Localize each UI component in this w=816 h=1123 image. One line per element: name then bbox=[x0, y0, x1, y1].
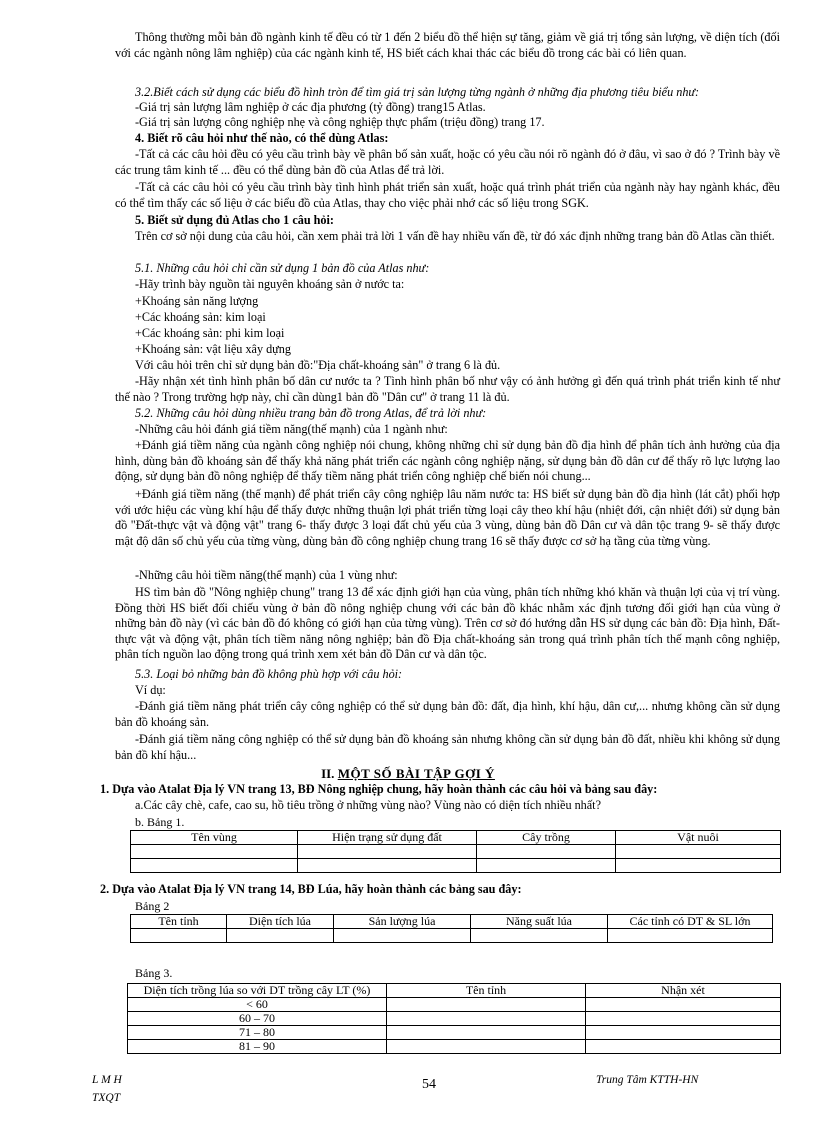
section-3-2-line2: -Giá trị sản lượng công nghiệp nhẹ và công nghiệp thực phẩm (triệu đồng) trang 17. bbox=[135, 115, 545, 129]
table-cell[interactable] bbox=[477, 859, 616, 873]
list-item: +Khoáng sản năng lượng bbox=[135, 294, 259, 308]
section-2-heading bbox=[0, 766, 816, 782]
table-cell[interactable] bbox=[131, 929, 227, 943]
section-4-p2: -Tất cả các câu hỏi có yêu cầu trình bày tình hình phát triển sản xuất, hoặc quá trình phát triển của ngành này hay ngành khác, đều có thể tìm thấy các số liệu ở các biểu đồ của Atlas, thay cho việc phải nhớ các số liệu trong SGK. bbox=[115, 180, 780, 210]
section-5-1-p1: Với câu hỏi trên chỉ sử dụng bản đồ:"Địa chất-khoáng sản" ở trang 6 là đủ. bbox=[135, 358, 501, 372]
table-cell: 81 – 90 bbox=[128, 1040, 387, 1054]
table-cell[interactable] bbox=[608, 929, 773, 943]
table-header-cell: Tên tỉnh bbox=[131, 915, 227, 929]
table-cell[interactable] bbox=[387, 1040, 586, 1054]
table-1-label: b. Bảng 1. bbox=[135, 815, 185, 829]
table-cell[interactable] bbox=[586, 998, 781, 1012]
table-header-cell: Năng suất lúa bbox=[471, 915, 608, 929]
table-cell[interactable] bbox=[471, 929, 608, 943]
table-cell[interactable] bbox=[586, 1012, 781, 1026]
section-4-p1: -Tất cả các câu hỏi đều có yêu cầu trình bày về phân bố sản xuất, hoặc có yêu cầu nói rõ ngành đó ở đâu, vì sao ở đó ? Trình bày về các trung tâm kinh tế ... đều có thể dùng bản đồ của Atlas để trả lời. bbox=[115, 147, 780, 177]
table-cell[interactable] bbox=[298, 859, 477, 873]
table-header-cell: Diện tích lúa bbox=[227, 915, 334, 929]
table-3-label: Bảng 3. bbox=[135, 966, 173, 980]
section-5-2-p5: HS tìm bản đồ "Nông nghiệp chung" trang 13 để xác định giới hạn của vùng, phân tích những khó khăn và thuận lợi của vị trí vùng. Đồng thời HS biết đối chiếu vùng ở bản đồ nông nghiệp chung với các bản đồ khác nhằm xác định tương đối giới hạn của vùng ở những bản đồ này (vì các bản đồ đó không có giới hạn của từng vùng). Trên cơ sở đó hướng dẫn HS sử dụng các bản đồ: Địa hình, Đất-thực vật và động vật, phân tích tiềm năng nông nghiệp; bản đồ Địa chất-khoáng sản trong quá trình phân tích thế mạnh công nghiệp, phân tích nguồn lao động trong quá trình xem xét bản đồ Dân cư và dân tộc. bbox=[115, 585, 780, 662]
section-3-2-title: 3.2.Biết cách sử dụng các biểu đồ hình tròn để tìm giá trị sản lượng từng ngành ở những địa phương tiêu biểu như: bbox=[135, 85, 700, 99]
table-cell[interactable] bbox=[586, 1040, 781, 1054]
section-5-3-title: 5.3. Loại bỏ những bản đồ không phù hợp với câu hỏi: bbox=[135, 667, 403, 681]
table-cell: 60 – 70 bbox=[128, 1012, 387, 1026]
exercise-1-title: 1. Dựa vào Atalat Địa lý VN trang 13, BĐ Nông nghiệp chung, hãy hoàn thành các câu hỏi và bảng sau đây: bbox=[100, 782, 658, 796]
section-2-title: MỘT SỐ BÀI TẬP GỢI Ý bbox=[337, 766, 495, 781]
table-row bbox=[128, 1040, 781, 1054]
section-5-1-p2: -Hãy nhận xét tình hình phân bố dân cư nước ta ? Tình hình phân bố như vậy có ảnh hưởng gì đến quá trình phát triển kinh tế như thế nào ? Trong trường hợp này, chỉ cần dùng1 bản đồ "Dân cư" ở trang 11 là đủ. bbox=[115, 374, 780, 404]
exercise-2-title: 2. Dựa vào Atalat Địa lý VN trang 14, BĐ Lúa, hãy hoàn thành các bảng sau đây: bbox=[100, 882, 522, 896]
table-header-cell: Diện tích trồng lúa so với DT trồng cây LT (%) bbox=[128, 984, 387, 998]
table-cell: < 60 bbox=[128, 998, 387, 1012]
table-cell[interactable] bbox=[298, 845, 477, 859]
table-header-cell: Nhận xét bbox=[586, 984, 781, 998]
list-item: +Khoáng sản: vật liệu xây dựng bbox=[135, 342, 291, 356]
table-header-cell: Tên vùng bbox=[131, 831, 298, 845]
table-header-cell: Tên tỉnh bbox=[387, 984, 586, 998]
section-2-number: II. bbox=[321, 766, 335, 781]
footer-center: Trung Tâm KTTH-HN bbox=[596, 1074, 699, 1086]
table-header-cell: Vật nuôi bbox=[616, 831, 781, 845]
table-cell[interactable] bbox=[387, 1026, 586, 1040]
table-cell: 71 – 80 bbox=[128, 1026, 387, 1040]
section-4-title: 4. Biết rõ câu hỏi như thế nào, có thể dùng Atlas: bbox=[135, 131, 389, 145]
table-row bbox=[128, 1012, 781, 1026]
table-cell[interactable] bbox=[227, 929, 334, 943]
table-row bbox=[131, 859, 781, 873]
exercise-1-question-a: a.Các cây chè, cafe, cao su, hồ tiêu trồng ở những vùng nào? Vùng nào có diện tích nhiều nhất? bbox=[135, 798, 601, 812]
section-5-3-example-label: Ví dụ: bbox=[135, 683, 166, 697]
table-header-row bbox=[131, 915, 773, 929]
table-cell[interactable] bbox=[477, 845, 616, 859]
table-header-cell: Các tỉnh có DT & SL lớn bbox=[608, 915, 773, 929]
table-header-cell: Cây trồng bbox=[477, 831, 616, 845]
intro-paragraph: Thông thường mỗi bản đồ ngành kinh tế đều có từ 1 đến 2 biểu đồ thể hiện sự tăng, giảm về giá trị tổng sản lượng, về diện tích (đối với các ngành nông lâm nghiệp) của các ngành kinh tế, HS biết cách khai thác các biểu đồ trong các bài có liên quan. bbox=[115, 30, 780, 60]
table-cell[interactable] bbox=[387, 998, 586, 1012]
table-row bbox=[128, 1026, 781, 1040]
section-5-3-p2: -Đánh giá tiềm năng công nghiệp có thể sử dụng bản đồ khoáng sản nhưng không cần sử dụng bản đồ đất, nhiều khi không sử dụng bản đồ khí hậu... bbox=[115, 732, 780, 762]
table-cell[interactable] bbox=[131, 845, 298, 859]
table-2-label: Bảng 2 bbox=[135, 899, 170, 913]
section-5-2-p1: -Những câu hỏi đánh giá tiềm năng(thế mạnh) của 1 ngành như: bbox=[135, 422, 448, 436]
table-cell[interactable] bbox=[334, 929, 471, 943]
table-header-cell: Sản lượng lúa bbox=[334, 915, 471, 929]
table-cell[interactable] bbox=[131, 859, 298, 873]
section-5-1-title: 5.1. Những câu hỏi chỉ cần sử dụng 1 bản đồ của Atlas như: bbox=[135, 261, 430, 275]
table-header-cell: Hiện trạng sử dụng đất bbox=[298, 831, 477, 845]
section-5-1-intro: -Hãy trình bày nguồn tài nguyên khoáng sản ở nước ta: bbox=[135, 277, 405, 291]
table-3 bbox=[127, 983, 781, 1054]
section-5-title: 5. Biết sử dụng đủ Atlas cho 1 câu hỏi: bbox=[135, 213, 334, 227]
table-cell[interactable] bbox=[616, 845, 781, 859]
table-cell[interactable] bbox=[616, 859, 781, 873]
section-5-2-p2: +Đánh giá tiềm năng của ngành công nghiệp nói chung, không những chỉ sử dụng bản đồ địa hình để phân tích ảnh hưởng của địa hình, dùng bản đồ khoáng sản để thấy khả năng phát triển các ngành công nghiệp nặng, sử dụng bản đồ dân cư để thấy rõ lực lượng lao động, sử dụng bản đồ nông nghiệp để thấy tiềm năng phát triển công nghiệp chế biến nói chung... bbox=[115, 438, 780, 484]
section-5-p1: Trên cơ sở nội dung của câu hỏi, cần xem phải trả lời 1 vấn đề hay nhiều vấn đề, từ đó xác định những trang bản đồ Atlas cần thiết. bbox=[135, 229, 775, 243]
section-5-2-p4: -Những câu hỏi tiềm năng(thế mạnh) của 1 vùng như: bbox=[135, 568, 398, 582]
table-row bbox=[131, 845, 781, 859]
section-5-3-p1: -Đánh giá tiềm năng phát triển cây công nghiệp có thể sử dụng bản đồ: đất, địa hình, khí hậu, dân cư,... nhưng không cần sử dụng bản đồ khoáng sản. bbox=[115, 699, 780, 729]
table-row bbox=[131, 929, 773, 943]
table-1 bbox=[130, 830, 781, 873]
table-cell[interactable] bbox=[387, 1012, 586, 1026]
section-5-2-title: 5.2. Những câu hỏi dùng nhiều trang bản đồ trong Atlas, để trả lời như: bbox=[135, 406, 487, 420]
table-2 bbox=[130, 914, 773, 943]
footer-school: TXQT bbox=[92, 1092, 121, 1104]
list-item: +Các khoáng sản: kim loại bbox=[135, 310, 266, 324]
section-5-2-p3: +Đánh giá tiềm năng (thế mạnh) để phát triển cây công nghiệp lâu năm nước ta: HS biết sử dụng bản đồ địa hình (lát cắt) phối hợp với ước hiệu các vùng khí hậu để thấy được những thuận lợi phát triển từng loại cây theo khí hậu (nhiệt đới, cận nhiệt đới) sử dụng bản đồ "Đất-thực vật và động vật" trang 6- thấy được 3 loại đất chủ yếu của 3 vùng, dùng bản đồ Dân cư và dân tộc trang 9- sẽ thấy được mật độ dân số chủ yếu của từng vùng, dùng bản đồ công nghiệp chung trang 16 sẽ thấy được cơ sở hạ tầng của từng vùng. bbox=[115, 487, 780, 548]
table-row bbox=[128, 998, 781, 1012]
table-header-row bbox=[131, 831, 781, 845]
table-header-row bbox=[128, 984, 781, 998]
section-3-2-line1: -Giá trị sản lượng lâm nghiệp ở các địa phương (tỷ đồng) trang15 Atlas. bbox=[135, 100, 486, 114]
table-cell[interactable] bbox=[586, 1026, 781, 1040]
page-number: 54 bbox=[422, 1077, 436, 1092]
footer-author: L M H bbox=[92, 1074, 122, 1086]
list-item: +Các khoáng sản: phi kim loại bbox=[135, 326, 285, 340]
